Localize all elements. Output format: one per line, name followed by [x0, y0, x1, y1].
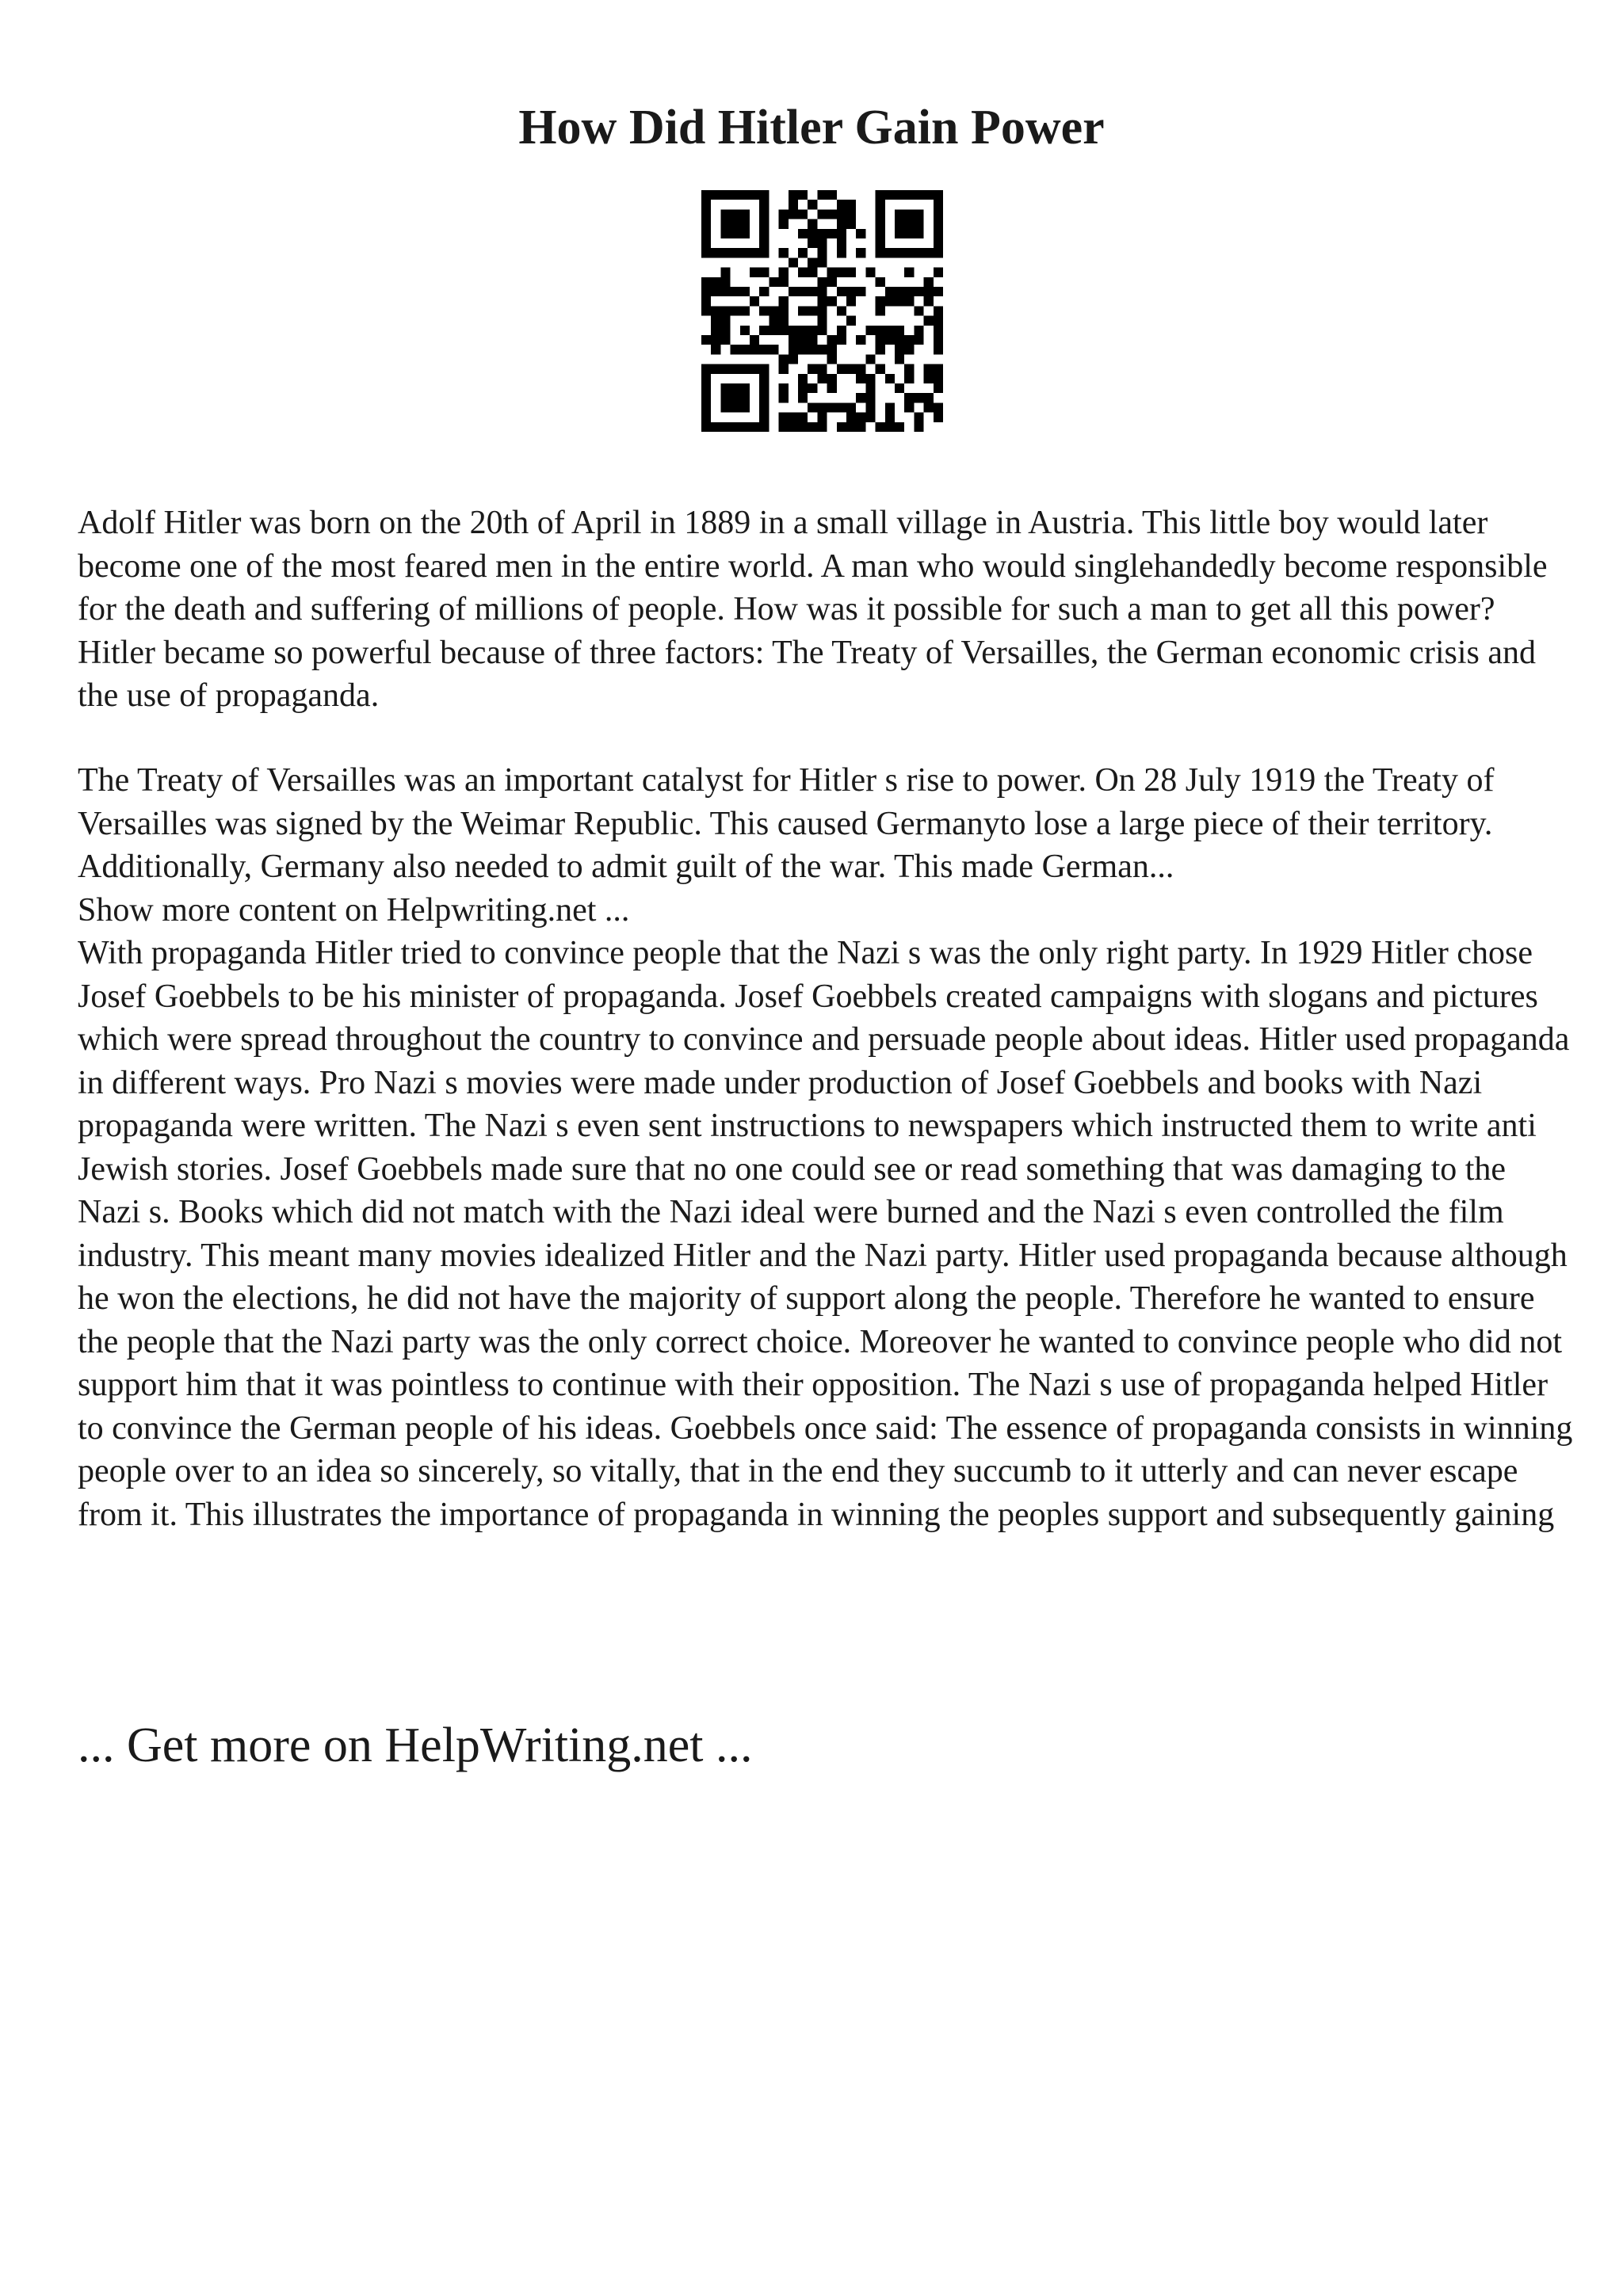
show-more-link[interactable]: Show more content on Helpwriting.net ... [78, 891, 630, 929]
qr-code-icon [701, 190, 943, 432]
qr-code-graphic [701, 190, 943, 432]
get-more-link[interactable]: ... Get more on HelpWriting.net ... [78, 1718, 753, 1772]
propaganda-paragraph: With propaganda Hitler tried to convince people that the Nazi s was the only right party. In 1929 Hitler chose Josef Goebbels to be his minister of propaganda. Josef Goebbels created campaigns with slogans and pictures which were spread throughout the country to convince and persuade people about ideas. Hitler used propaganda in different ways. Pro Nazi s movies were made under production of Josef Goebbels and books with Nazi propaganda were written. The Nazi s even sent instructions to newspapers which instructed them to write anti Jewish stories. Josef Goebbels made sure that no one could see or read something that was damaging to the Nazi s. Books which did not match with the Nazi ideal were burned and the Nazi s even controlled the film industry. This meant many movies idealized Hitler and the Nazi party. Hitler used propaganda because although he won the elections, he did not have the majority of support along the people. Therefore he wanted to ensure the people that the Nazi party was the only correct choice. Moreover he wanted to convince people who did not support him that it was pointless to continue with their opposition. The Nazi s use of propaganda helped Hitler to convince the German people of his ideas. Goebbels once said: The essence of propaganda consists in winning people over to an idea so sincerely, so vitally, that in the end they succumb to it utterly and can never escape from it. This illustrates the importance of propaganda in winning the peoples support and subsequently gaining [78, 935, 1573, 1533]
content-block [78, 759, 1575, 1536]
page-title: How Did Hitler Gain Power [518, 101, 1105, 154]
intro-paragraph: Adolf Hitler was born on the 20th of April in 1889 in a small village in Austria. This little boy would later become one of the most feared men in the entire world. A man who would singlehandedly become responsible for the death and suffering of millions of people. How was it possible for such a man to get all this power? Hitler became so powerful because of three factors: The Treaty of Versailles, the German economic crisis and the use of propaganda. [78, 505, 1548, 714]
treaty-paragraph: The Treaty of Versailles was an important catalyst for Hitler s rise to power. On 28 July 1919 the Treaty of Versailles was signed by the Weimar Republic. This caused Germanyto lose a large piece of their territory. Additionally, Germany also needed to admit guilt of the war. This made German... [78, 762, 1495, 885]
